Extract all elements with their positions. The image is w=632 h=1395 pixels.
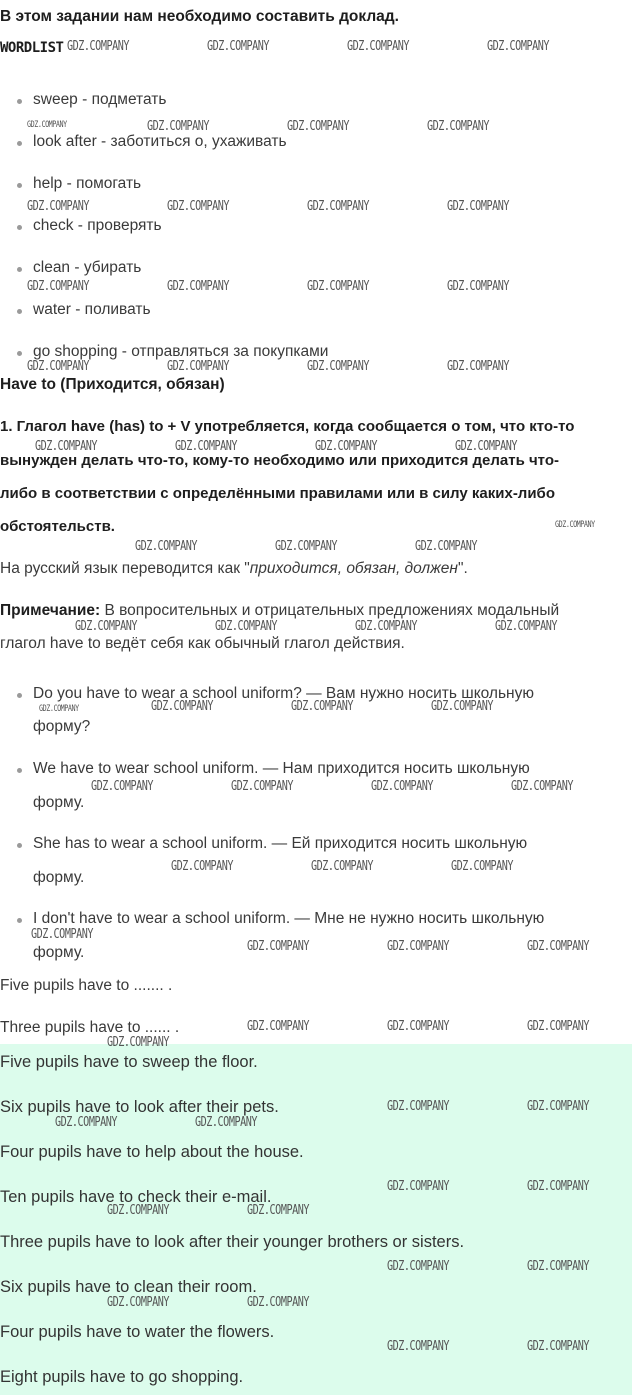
note-label: Примечание: — [0, 602, 101, 619]
template-line: Three pupils have to ...... . — [0, 1019, 180, 1036]
watermark: GDZ.COMPANY — [347, 39, 410, 54]
note-line: Примечание: В вопросительных и отрицательных предложениях модальный — [0, 602, 560, 619]
watermark: GDZ.COMPANY — [171, 859, 234, 874]
watermark: GDZ.COMPANY — [247, 1019, 310, 1034]
example-line: She has to wear a school uniform. — Ей приходится носить школьную — [33, 835, 528, 852]
answer-line: Three pupils have to look after their younger brothers or sisters. — [0, 1233, 465, 1251]
translation-note: На русский язык переводится как "приходится, обязан, должен". — [0, 560, 468, 577]
rule-line: либо в соответствии с определёнными правилами или в силу каких-либо — [0, 485, 555, 502]
intro-text: В этом задании нам необходимо составить доклад. — [0, 8, 399, 25]
example-line: форму. — [33, 944, 85, 961]
watermark: GDZ.COMPANY — [107, 1035, 170, 1050]
watermark: GDZ.COMPANY — [167, 199, 230, 214]
watermark: GDZ.COMPANY — [287, 119, 350, 134]
watermark: GDZ.COMPANY — [215, 619, 278, 634]
answer-line: Ten pupils have to check their e-mail. — [0, 1188, 272, 1206]
list-item: go shopping - отправляться за покупками — [33, 343, 329, 360]
answer-line: Six pupils have to look after their pets. — [0, 1098, 279, 1116]
list-item: check - проверять — [33, 217, 162, 234]
watermark: GDZ.COMPANY — [207, 39, 270, 54]
watermark: GDZ.COMPANY — [147, 119, 210, 134]
watermark: GDZ.COMPANY — [307, 279, 370, 294]
watermark: GDZ.COMPANY — [447, 359, 510, 374]
watermark: GDZ.COMPANY — [55, 1115, 118, 1130]
note-line: глагол have to ведёт себя как обычный глагол действия. — [0, 635, 405, 652]
rule-line: вынужден делать что-то, кому-то необходимо или приходится делать что- — [0, 452, 559, 469]
list-item: clean - убирать — [33, 259, 142, 276]
wordlist-title: WORDLIST — [0, 40, 64, 56]
watermark: GDZ.COMPANY — [27, 120, 67, 130]
answer-line: Six pupils have to clean their room. — [0, 1278, 257, 1296]
watermark: GDZ.COMPANY — [487, 39, 550, 54]
watermark: GDZ.COMPANY — [167, 279, 230, 294]
watermark: GDZ.COMPANY — [387, 939, 450, 954]
bullet-icon — [17, 693, 22, 698]
watermark: GDZ.COMPANY — [451, 859, 514, 874]
watermark: GDZ.COMPANY — [31, 927, 94, 942]
watermark: GDZ.COMPANY — [67, 39, 130, 54]
watermark: GDZ.COMPANY — [387, 1179, 450, 1194]
watermark: GDZ.COMPANY — [107, 1203, 170, 1218]
bullet-icon — [17, 768, 22, 773]
watermark: GDZ.COMPANY — [315, 439, 378, 454]
example-line: I don't have to wear a school uniform. — Мне не нужно носить школьную — [33, 910, 545, 927]
watermark: GDZ.COMPANY — [231, 779, 294, 794]
bullet-icon — [17, 309, 22, 314]
list-item: sweep - подметать — [33, 91, 167, 108]
watermark: GDZ.COMPANY — [247, 939, 310, 954]
watermark: GDZ.COMPANY — [247, 1203, 310, 1218]
watermark: GDZ.COMPANY — [275, 539, 338, 554]
watermark: GDZ.COMPANY — [371, 779, 434, 794]
watermark: GDZ.COMPANY — [527, 939, 590, 954]
watermark: GDZ.COMPANY — [415, 539, 478, 554]
bullet-icon — [17, 267, 22, 272]
watermark: GDZ.COMPANY — [527, 1099, 590, 1114]
example-line: форму. — [33, 869, 85, 886]
bullet-icon — [17, 225, 22, 230]
watermark: GDZ.COMPANY — [431, 699, 494, 714]
watermark: GDZ.COMPANY — [27, 199, 90, 214]
watermark: GDZ.COMPANY — [151, 699, 214, 714]
example-line: Do you have to wear a school uniform? — Вам нужно носить школьную — [33, 685, 534, 702]
watermark: GDZ.COMPANY — [195, 1115, 258, 1130]
example-line: форму. — [33, 794, 85, 811]
rule-line: обстоятельств. — [0, 518, 115, 535]
template-line: Five pupils have to ....... . — [0, 977, 173, 994]
watermark: GDZ.COMPANY — [27, 279, 90, 294]
watermark: GDZ.COMPANY — [107, 1295, 170, 1310]
watermark: GDZ.COMPANY — [291, 699, 354, 714]
watermark: GDZ.COMPANY — [447, 279, 510, 294]
watermark: GDZ.COMPANY — [427, 119, 490, 134]
watermark: GDZ.COMPANY — [527, 1339, 590, 1354]
watermark: GDZ.COMPANY — [75, 619, 138, 634]
example-line: форму? — [33, 718, 91, 735]
watermark: GDZ.COMPANY — [387, 1259, 450, 1274]
watermark: GDZ.COMPANY — [27, 359, 90, 374]
answer-line: Five pupils have to sweep the floor. — [0, 1053, 258, 1071]
watermark: GDZ.COMPANY — [511, 779, 574, 794]
watermark: GDZ.COMPANY — [311, 859, 374, 874]
watermark: GDZ.COMPANY — [247, 1295, 310, 1310]
bullet-icon — [17, 141, 22, 146]
bullet-icon — [17, 918, 22, 923]
watermark: GDZ.COMPANY — [447, 199, 510, 214]
watermark: GDZ.COMPANY — [135, 539, 198, 554]
watermark: GDZ.COMPANY — [307, 199, 370, 214]
example-line: We have to wear school uniform. — Нам приходится носить школьную — [33, 760, 530, 777]
watermark: GDZ.COMPANY — [527, 1259, 590, 1274]
watermark: GDZ.COMPANY — [555, 520, 595, 530]
watermark: GDZ.COMPANY — [387, 1339, 450, 1354]
grammar-title: Have to (Приходится, обязан) — [0, 376, 225, 393]
answer-line: Eight pupils have to go shopping. — [0, 1368, 244, 1386]
list-item: look after - заботиться о, ухаживать — [33, 133, 287, 150]
list-item: help - помогать — [33, 175, 142, 192]
bullet-icon — [17, 843, 22, 848]
bullet-icon — [17, 183, 22, 188]
list-item: water - поливать — [33, 301, 151, 318]
watermark: GDZ.COMPANY — [455, 439, 518, 454]
watermark: GDZ.COMPANY — [39, 704, 79, 714]
bullet-icon — [17, 351, 22, 356]
watermark: GDZ.COMPANY — [355, 619, 418, 634]
watermark: GDZ.COMPANY — [387, 1099, 450, 1114]
watermark: GDZ.COMPANY — [91, 779, 154, 794]
watermark: GDZ.COMPANY — [527, 1019, 590, 1034]
watermark: GDZ.COMPANY — [175, 439, 238, 454]
rule-line: 1. Глагол have (has) to + V употребляется, когда сообщается о том, что кто-то — [0, 418, 575, 435]
watermark: GDZ.COMPANY — [167, 359, 230, 374]
watermark: GDZ.COMPANY — [35, 439, 98, 454]
watermark: GDZ.COMPANY — [495, 619, 558, 634]
watermark: GDZ.COMPANY — [387, 1019, 450, 1034]
watermark: GDZ.COMPANY — [527, 1179, 590, 1194]
watermark: GDZ.COMPANY — [307, 359, 370, 374]
answer-line: Four pupils have to help about the house. — [0, 1143, 304, 1161]
bullet-icon — [17, 99, 22, 104]
answer-line: Four pupils have to water the flowers. — [0, 1323, 275, 1341]
